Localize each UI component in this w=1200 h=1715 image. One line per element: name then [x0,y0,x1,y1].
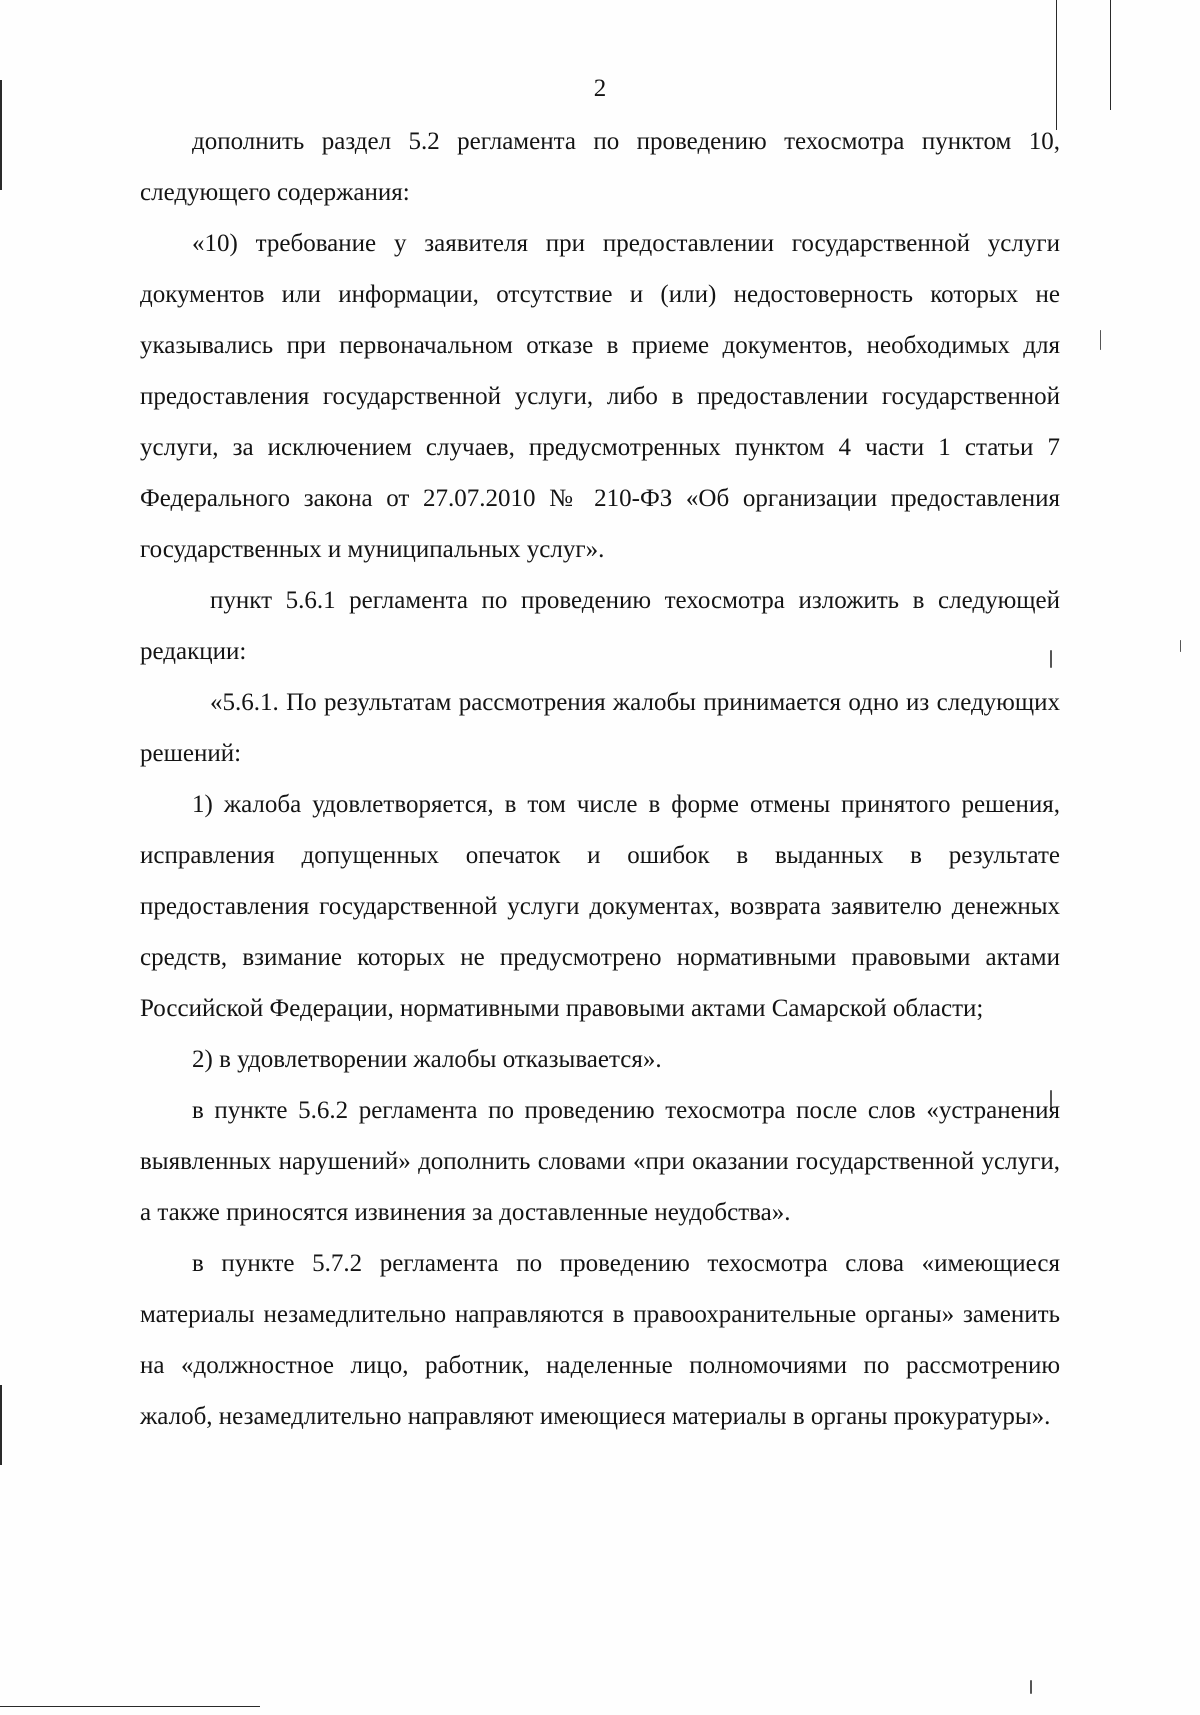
scan-bottom-line [0,1706,260,1707]
scan-edge-line-right [1056,0,1057,130]
scan-speck [1180,640,1181,652]
page-number: 2 [593,75,607,102]
paragraph-6: 2) в удовлетворении жалобы отказывается». [192,1046,662,1073]
document-body [140,116,1060,1442]
paragraph-1: дополнить раздел 5.2 регламента по проведению техосмотра пунктом 10, следующего содержания: [140,128,1060,206]
scan-edge-line-left-lower [0,1385,2,1465]
paragraph-4: «5.6.1. По результатам рассмотрения жалобы принимается одно из следующих решений: [140,689,1060,767]
paragraph-8: в пункте 5.7.2 регламента по проведению техосмотра слова «имеющиеся материалы незамедлительно направляются в правоохранительные органы» заменить на «должностное лицо, работник, наделенные полномочиями по рассмотрению жалоб, незамедлительно направляют имеющиеся материалы в органы прокуратуры». [140,1250,1060,1430]
paragraph-2: «10) требование у заявителя при предоставлении государственной услуги документов или информации, отсутствие и (или) недостоверность которых не указывались при первоначальном отказе в приеме документов, необходимых для предоставления государственной услуги, либо в предоставлении государственной услуги, за исключением случаев, предусмотренных пунктом 4 части 1 статьи 7 Федерального закона от 27.07.2010 № 210-ФЗ «Об организации предоставления государственных и муниципальных услуг». [140,230,1060,563]
scan-speck [1100,330,1101,350]
paragraph-5: 1) жалоба удовлетворяется, в том числе в форме отмены принятого решения, исправления допущенных опечаток и ошибок в выданных в результате предоставления государственной услуги документах, возврата заявителю денежных средств, взимание которых не предусмотрено нормативными правовыми актами Российской Федерации, нормативными правовыми актами Самарской области; [140,791,1060,1022]
paragraph-7: в пункте 5.6.2 регламента по проведению техосмотра после слов «устранения выявленных нарушений» дополнить словами «при оказании государственной услуги, а также приносятся извинения за доставленные неудобства». [140,1097,1060,1226]
scan-speck [1030,1680,1032,1694]
paragraph-3: пункт 5.6.1 регламента по проведению техосмотра изложить в следующей редакции: [140,587,1060,665]
